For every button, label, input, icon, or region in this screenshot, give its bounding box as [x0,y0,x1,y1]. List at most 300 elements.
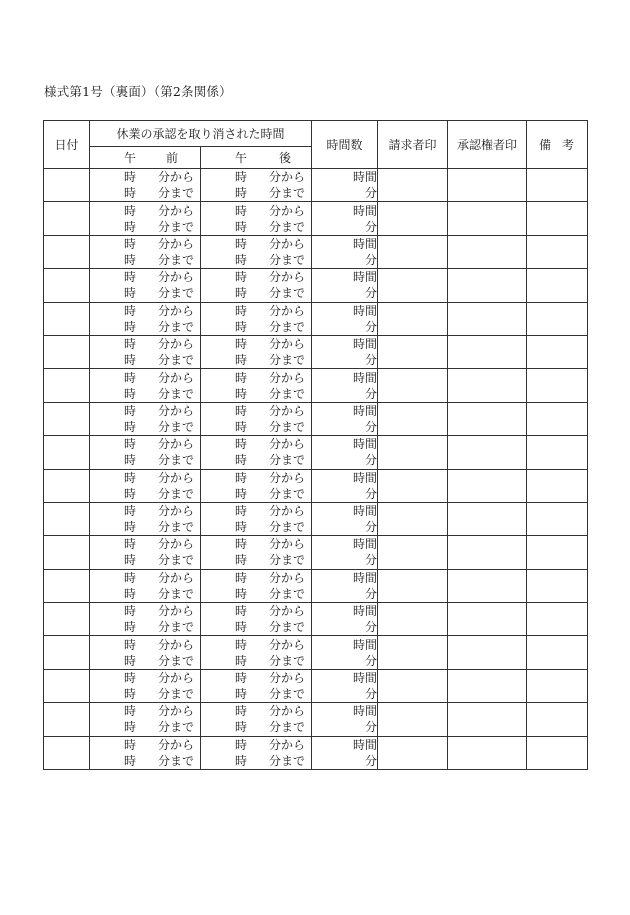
requester-seal-cell[interactable] [378,369,448,402]
header-row-top [44,121,588,147]
remarks-cell[interactable] [527,469,588,502]
minute-to-label: 分まで [157,486,194,501]
remarks-cell[interactable] [527,703,588,736]
am-time-cell[interactable] [90,302,201,335]
pm-from-line [201,303,311,319]
hours-cell[interactable] [312,536,378,569]
date-cell[interactable] [44,636,90,669]
hour-label: 時 [124,203,137,218]
minute-to-label: 分まで [269,653,306,668]
table-row [44,169,588,202]
hour-label: 時 [235,353,248,368]
minute-to-label: 分まで [269,586,306,601]
requester-seal-cell[interactable] [378,335,448,368]
approver-seal-cell[interactable] [448,536,527,569]
requester-seal-cell[interactable] [378,402,448,435]
minute-from-label: 分から [269,203,306,218]
date-cell[interactable] [44,235,90,268]
pm-to-line [201,252,311,268]
pm-time-cell[interactable] [201,636,312,669]
am-time-cell[interactable] [90,235,201,268]
pm-time-cell[interactable] [201,603,312,636]
hour-label: 時 [124,520,137,535]
table-row [44,569,588,602]
am-time-cell[interactable] [90,603,201,636]
minute-to-label: 分まで [157,620,194,635]
remarks-cell[interactable] [527,169,588,202]
minutes-unit-label: 分 [365,186,378,201]
am-from-line [90,670,200,686]
hours-unit-label: 時間 [353,470,378,485]
requester-seal-cell[interactable] [378,202,448,235]
approver-seal-cell[interactable] [448,603,527,636]
requester-seal-cell[interactable] [378,269,448,302]
hour-label: 時 [235,620,248,635]
am-time-cell[interactable] [90,536,201,569]
hours-unit-label: 時間 [353,671,378,686]
hours-unit-label: 時間 [353,236,378,251]
am-time-cell[interactable] [90,436,201,469]
table-row [44,335,588,368]
requester-seal-cell[interactable] [378,502,448,535]
pm-time-cell[interactable] [201,235,312,268]
minute-from-label: 分から [269,570,306,585]
approver-seal-cell[interactable] [448,469,527,502]
hour-label: 時 [235,386,248,401]
minutes-unit-label: 分 [365,219,378,234]
am-to-line [90,486,200,502]
date-cell[interactable] [44,703,90,736]
am-to-line [90,653,200,669]
requester-seal-cell[interactable] [378,636,448,669]
hours-cell[interactable] [312,335,378,368]
date-cell[interactable] [44,369,90,402]
approver-seal-cell[interactable] [448,436,527,469]
minute-to-label: 分まで [269,419,306,434]
remarks-cell[interactable] [527,603,588,636]
approver-seal-cell[interactable] [448,502,527,535]
date-cell[interactable] [44,335,90,368]
hour-label: 時 [235,486,248,501]
am-time-cell[interactable] [90,502,201,535]
am-from-line [90,703,200,719]
remarks-cell[interactable] [527,335,588,368]
header-remarks [527,121,588,169]
approver-seal-cell[interactable] [448,202,527,235]
table-row [44,736,588,769]
pm-time-cell[interactable] [201,402,312,435]
minute-to-label: 分まで [157,219,194,234]
hour-label: 時 [235,270,248,285]
minute-to-label: 分まで [269,620,306,635]
minute-to-label: 分まで [157,252,194,267]
approver-seal-cell[interactable] [448,703,527,736]
hour-label: 時 [235,203,248,218]
hours-cell[interactable] [312,636,378,669]
minutes-unit-label: 分 [365,486,378,501]
date-cell[interactable] [44,603,90,636]
remarks-cell[interactable] [527,502,588,535]
am-from-line [90,436,200,452]
hour-label: 時 [124,286,137,301]
minute-to-label: 分まで [157,286,194,301]
hour-label: 時 [235,236,248,251]
date-cell[interactable] [44,502,90,535]
hours-cell[interactable] [312,369,378,402]
am-from-line [90,503,200,519]
requester-seal-cell[interactable] [378,736,448,769]
minute-to-label: 分まで [269,486,306,501]
requester-seal-cell[interactable] [378,536,448,569]
am-time-cell[interactable] [90,335,201,368]
pm-to-line [201,719,311,735]
hours-cell[interactable] [312,603,378,636]
hour-label: 時 [124,671,137,686]
hour-label: 時 [124,170,137,185]
requester-seal-cell[interactable] [378,703,448,736]
pm-time-cell[interactable] [201,169,312,202]
hour-label: 時 [235,704,248,719]
hour-label: 時 [124,419,137,434]
approver-seal-cell[interactable] [448,736,527,769]
remarks-cell[interactable] [527,369,588,402]
hour-label: 時 [235,453,248,468]
minute-to-label: 分まで [157,419,194,434]
minute-to-label: 分まで [269,319,306,334]
remarks-cell[interactable] [527,436,588,469]
am-time-cell[interactable] [90,369,201,402]
requester-seal-cell[interactable] [378,169,448,202]
remarks-cell[interactable] [527,669,588,702]
minutes-unit-label: 分 [365,553,378,568]
hours-cell[interactable] [312,302,378,335]
am-time-cell[interactable] [90,569,201,602]
am-to-line [90,552,200,568]
table-row [44,636,588,669]
hour-label: 時 [235,186,248,201]
pm-from-line [201,336,311,352]
hours-cell[interactable] [312,703,378,736]
pm-to-line [201,185,311,201]
remarks-cell[interactable] [527,569,588,602]
hour-label: 時 [124,586,137,601]
minute-from-label: 分から [269,504,306,519]
hour-label: 時 [235,687,248,702]
requester-seal-cell[interactable] [378,436,448,469]
requester-seal-cell[interactable] [378,469,448,502]
header-pm-char-2: 後 [279,151,292,165]
am-from-line [90,303,200,319]
pm-from-line [201,436,311,452]
hour-label: 時 [124,403,137,418]
pm-time-cell[interactable] [201,302,312,335]
minutes-unit-label: 分 [365,453,378,468]
approver-seal-cell[interactable] [448,335,527,368]
am-to-line [90,252,200,268]
minutes-unit-label: 分 [365,720,378,735]
am-to-line [90,285,200,301]
minute-from-label: 分から [269,604,306,619]
hours-unit-label: 時間 [353,303,378,318]
minute-from-label: 分から [269,370,306,385]
requester-seal-cell[interactable] [378,235,448,268]
pm-from-line [201,703,311,719]
pm-time-cell[interactable] [201,736,312,769]
remarks-cell[interactable] [527,402,588,435]
pm-time-cell[interactable] [201,469,312,502]
hour-label: 時 [235,520,248,535]
am-time-cell[interactable] [90,402,201,435]
hours-unit-label: 時間 [353,337,378,352]
am-to-line [90,753,200,769]
pm-time-cell[interactable] [201,569,312,602]
remarks-cell[interactable] [527,269,588,302]
am-time-cell[interactable] [90,469,201,502]
minutes-unit-label: 分 [365,419,378,434]
approver-seal-cell[interactable] [448,235,527,268]
pm-to-line [201,619,311,635]
am-time-cell[interactable] [90,269,201,302]
am-time-cell[interactable] [90,669,201,702]
pm-time-cell[interactable] [201,536,312,569]
date-cell[interactable] [44,436,90,469]
hour-label: 時 [124,553,137,568]
pm-to-line [201,285,311,301]
minute-to-label: 分まで [157,186,194,201]
hour-label: 時 [124,252,137,267]
minute-from-label: 分から [157,737,194,752]
table-row [44,669,588,702]
hours-cell[interactable] [312,202,378,235]
am-to-line [90,686,200,702]
am-from-line [90,737,200,753]
minute-from-label: 分から [269,337,306,352]
requester-seal-cell[interactable] [378,569,448,602]
hour-label: 時 [235,720,248,735]
pm-from-line [201,670,311,686]
table-row [44,502,588,535]
pm-to-line [201,753,311,769]
remarks-cell[interactable] [527,302,588,335]
am-from-line [90,637,200,653]
approver-seal-cell[interactable] [448,369,527,402]
hour-label: 時 [235,504,248,519]
date-cell[interactable] [44,402,90,435]
hour-label: 時 [124,337,137,352]
header-approver-seal: 承認権者印 [448,121,527,169]
hours-unit-label: 時間 [353,203,378,218]
remarks-cell[interactable] [527,736,588,769]
hours-cell[interactable] [312,469,378,502]
am-to-line [90,352,200,368]
hour-label: 時 [124,570,137,585]
hours-cell[interactable] [312,502,378,535]
remarks-cell[interactable] [527,202,588,235]
approver-seal-cell[interactable] [448,302,527,335]
date-cell[interactable] [44,469,90,502]
hours-cell[interactable] [312,569,378,602]
am-time-cell[interactable] [90,202,201,235]
hour-label: 時 [124,620,137,635]
header-am-char-1: 午 [124,151,137,165]
minute-from-label: 分から [269,671,306,686]
hour-label: 時 [124,236,137,251]
pm-time-cell[interactable] [201,369,312,402]
approver-seal-cell[interactable] [448,402,527,435]
hour-label: 時 [124,386,137,401]
hour-label: 時 [124,370,137,385]
hours-cell[interactable] [312,736,378,769]
hour-label: 時 [235,437,248,452]
pm-time-cell[interactable] [201,502,312,535]
minute-to-label: 分まで [157,520,194,535]
minute-to-label: 分まで [157,319,194,334]
date-cell[interactable] [44,169,90,202]
pm-time-cell[interactable] [201,202,312,235]
hours-unit-label: 時間 [353,403,378,418]
table-row [44,202,588,235]
hour-label: 時 [124,753,137,768]
table-row [44,269,588,302]
am-to-line [90,419,200,435]
hours-unit-label: 時間 [353,604,378,619]
hour-label: 時 [235,403,248,418]
header-remarks-char-1: 備 [539,138,552,152]
pm-from-line [201,503,311,519]
hours-unit-label: 時間 [353,437,378,452]
hour-label: 時 [124,637,137,652]
pm-time-cell[interactable] [201,703,312,736]
minute-to-label: 分まで [157,687,194,702]
hour-label: 時 [124,504,137,519]
hour-label: 時 [124,720,137,735]
am-time-cell[interactable] [90,169,201,202]
hour-label: 時 [124,470,137,485]
header-requester-seal: 請求者印 [378,121,448,169]
minute-from-label: 分から [157,604,194,619]
pm-time-cell[interactable] [201,436,312,469]
am-time-cell[interactable] [90,736,201,769]
pm-to-line [201,653,311,669]
hours-unit-label: 時間 [353,370,378,385]
pm-time-cell[interactable] [201,335,312,368]
am-to-line [90,185,200,201]
minute-from-label: 分から [157,303,194,318]
approver-seal-cell[interactable] [448,169,527,202]
hours-cell[interactable] [312,402,378,435]
pm-from-line [201,203,311,219]
minute-from-label: 分から [157,504,194,519]
remarks-cell[interactable] [527,536,588,569]
hours-cell[interactable] [312,436,378,469]
minute-from-label: 分から [157,437,194,452]
approver-seal-cell[interactable] [448,636,527,669]
pm-to-line [201,552,311,568]
minute-from-label: 分から [269,437,306,452]
am-to-line [90,219,200,235]
am-to-line [90,719,200,735]
am-from-line [90,536,200,552]
hour-label: 時 [235,370,248,385]
hour-label: 時 [124,319,137,334]
hour-label: 時 [124,303,137,318]
minute-to-label: 分まで [157,353,194,368]
requester-seal-cell[interactable] [378,669,448,702]
table-row [44,402,588,435]
date-cell[interactable] [44,569,90,602]
date-cell[interactable] [44,736,90,769]
pm-from-line [201,637,311,653]
pm-to-line [201,452,311,468]
pm-time-cell[interactable] [201,269,312,302]
am-time-cell[interactable] [90,703,201,736]
hour-label: 時 [235,219,248,234]
hours-cell[interactable] [312,669,378,702]
header-pm-char-1: 午 [235,151,248,165]
pm-time-cell[interactable] [201,669,312,702]
requester-seal-cell[interactable] [378,603,448,636]
pm-to-line [201,686,311,702]
remarks-cell[interactable] [527,636,588,669]
minute-to-label: 分まで [269,720,306,735]
hours-unit-label: 時間 [353,570,378,585]
minute-to-label: 分まで [269,453,306,468]
hour-label: 時 [124,219,137,234]
table-row [44,436,588,469]
minute-from-label: 分から [157,403,194,418]
hour-label: 時 [235,671,248,686]
pm-from-line [201,403,311,419]
minutes-unit-label: 分 [365,586,378,601]
hour-label: 時 [235,470,248,485]
hours-cell[interactable] [312,169,378,202]
date-cell[interactable] [44,202,90,235]
approver-seal-cell[interactable] [448,269,527,302]
date-cell[interactable] [44,536,90,569]
date-cell[interactable] [44,269,90,302]
am-time-cell[interactable] [90,636,201,669]
hour-label: 時 [235,303,248,318]
approver-seal-cell[interactable] [448,669,527,702]
minute-from-label: 分から [269,170,306,185]
hour-label: 時 [235,319,248,334]
date-cell[interactable] [44,669,90,702]
hour-label: 時 [235,586,248,601]
hour-label: 時 [235,637,248,652]
pm-from-line [201,737,311,753]
table-row [44,603,588,636]
hour-label: 時 [235,753,248,768]
hour-label: 時 [124,653,137,668]
am-from-line [90,570,200,586]
page-title: 様式第1号（裏面）（第2条関係） [44,84,232,99]
hours-cell[interactable] [312,269,378,302]
pm-to-line [201,586,311,602]
remarks-cell[interactable] [527,235,588,268]
hour-label: 時 [235,337,248,352]
hours-cell[interactable] [312,235,378,268]
minutes-unit-label: 分 [365,753,378,768]
approver-seal-cell[interactable] [448,569,527,602]
am-from-line [90,370,200,386]
requester-seal-cell[interactable] [378,302,448,335]
minute-from-label: 分から [269,470,306,485]
hours-unit-label: 時間 [353,704,378,719]
date-cell[interactable] [44,302,90,335]
pm-to-line [201,319,311,335]
minute-from-label: 分から [157,671,194,686]
hour-label: 時 [235,653,248,668]
